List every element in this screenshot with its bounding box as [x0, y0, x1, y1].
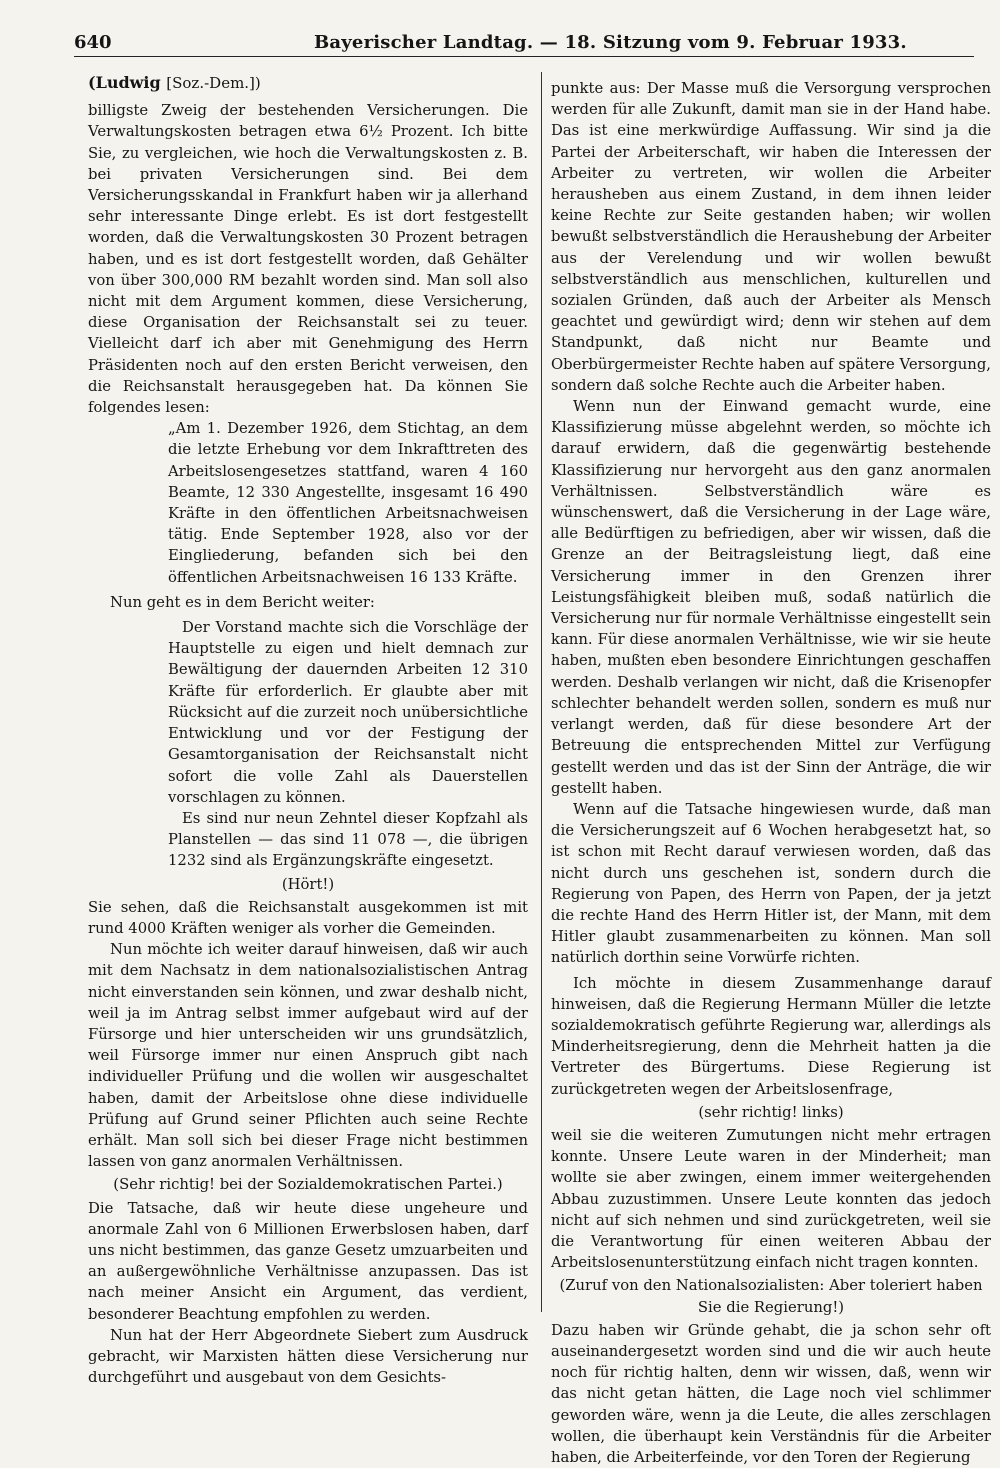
speaker-label [88, 72, 528, 94]
paragraph: Dazu haben wir Gründe gehabt, die ja schon sehr oft auseinandergesetzt worden sind und die wir auch heute noch für richtig halten, denn wir wissen, daß, wenn wir das nicht getan hätten, die Lage noch viel schlimmer geworden wäre, wenn ja die Leute, die alles zerschlagen wollen, die überhaupt kein Verständnis für die Arbeiter haben, die Arbeiterfeinde, vor den Toren der Regierung [551, 1321, 991, 1466]
quotation: Es sind nur neun Zehntel dieser Kopfzahl als Planstellen — das sind 11 078 —, die übrigen 1232 sind als Ergänzungskräfte eingesetzt. [168, 809, 528, 870]
paragraph: Nun geht es in dem Bericht weiter: [110, 593, 375, 611]
paragraph: punkte aus: Der Masse muß die Versorgung versprochen werden für alle Zukunft, damit man sie in der Hand habe. Das ist eine merkwürdige Auffassung. Wir sind ja die Partei der Arbeiterschaft, wir haben die Interessen der Arbeiter zu vertreten, wir wollen die Arbeiter herausheben aus einem Zustand, in dem ihnen leider keine Rechte zur Seite gestanden haben; wir wollen bewußt selbstverständlich die Heraushebung der Arbeiter aus der Verelendung und wir wollen bewußt selbstverständlich aus menschlichen, kulturellen und sozialen Gründen, daß auch der Arbeiter als Mensch geachtet und gewürdigt wird; denn wir stehen auf dem Standpunkt, daß nicht nur Beamte und Oberbürgermeister Rechte haben auf spätere Versorgung, sondern daß solche Rechte auch die Arbeiter haben. [551, 80, 991, 394]
right-column [551, 78, 991, 1468]
interjection: (Hört!) [281, 875, 335, 893]
interjection: (Sehr richtig! bei der Sozialdemokratischen Partei.) [113, 1176, 503, 1194]
interjection: (sehr richtig! links) [698, 1103, 844, 1121]
left-column [88, 72, 528, 1388]
paragraph: Wenn auf die Tatsache hingewiesen wurde, daß man die Versicherungszeit auf 6 Wochen herabgesetzt hat, so ist schon mit Recht darauf verwiesen worden, daß das nicht durch uns geschehen ist, sondern durch die Regierung von Papen, des Herrn von Papen, der ja jetzt die rechte Hand des Herrn Hitler ist, der Mann, mit dem Hitler glaubt zusammenarbeiten zu können. Man soll natürlich dorthin seine Vorwürfe richten. [551, 800, 991, 967]
running-title: Bayerischer Landtag. — 18. Sitzung vom 9. Februar 1933. [314, 32, 907, 53]
interjection: (Zuruf von den Nationalsozialisten: Aber toleriert haben Sie die Regierung!) [559, 1277, 983, 1316]
speaker-name: (Ludwig [88, 73, 161, 92]
page-header [74, 30, 974, 57]
speaker-party: [Soz.-Dem.]) [166, 74, 261, 92]
paragraph: Die Tatsache, daß wir heute diese ungeheure und anormale Zahl von 6 Millionen Erwerbslosen haben, darf uns nicht bestimmen, das ganze Gesetz umzuarbeiten und an außergewöhnliche Verhältnisse anzupassen. Das ist nach meiner Ansicht ein Argument, das verdient, besonderer Beachtung empfohlen zu werden. [88, 1199, 528, 1323]
paragraph: Wenn nun der Einwand gemacht wurde, eine Klassifizierung müsse abgelehnt werden, so möchte ich darauf erwidern, daß die gegenwärtig bestehende Klassifizierung nur hervorgeht aus den ganz anormalen Verhältnissen. Selbstverständlich wäre es wünschenswert, daß die Versicherung in der Lage wäre, alle Bedürftigen zu befriedigen, aber wir wissen, daß die Grenze an der Beitragsleistung liegt, daß eine Versicherung immer in den Grenzen ihrer Leistungsfähigkeit bleiben muß, sodaß natürlich die Versicherung nur für normale Verhältnisse eingestellt sein kann. Für diese anormalen Verhältnisse, wie wir sie heute haben, mußten eben besondere Einrichtungen geschaffen werden. Deshalb verlangen wir nicht, daß die Krisenopfer schlechter behandelt werden sollen, sondern es muß nur verlangt werden, daß für diese besondere Art der Betreuung die entsprechenden Mittel zur Verfügung gestellt werden und das ist der Sinn der Anträge, die wir gestellt haben. [551, 398, 991, 797]
page-number: 640 [74, 32, 112, 53]
paragraph: Nun hat der Herr Abgeordnete Siebert zum Ausdruck gebracht, wir Marxisten hätten diese Versicherung nur durchgeführt und ausgebaut von dem Gesichts- [88, 1326, 528, 1387]
column-divider [541, 72, 542, 1312]
quotation: Der Vorstand machte sich die Vorschläge der Hauptstelle zu eigen und hielt demnach zur Bewältigung der dauernden Arbeiten 12 310 Kräfte für erforderlich. Er glaubte aber mit Rücksicht auf die zurzeit noch unübersichtliche Entwicklung und vor der Festigung der Gesamtorganisation der Reichsanstalt nicht sofort die volle Zahl als Dauerstellen vorschlagen zu können. [168, 619, 528, 806]
paragraph: billigste Zweig der bestehenden Versicherungen. Die Verwaltungskosten betragen etwa 6½ Prozent. Ich bitte Sie, zu vergleichen, wie hoch die Verwaltungskosten z. B. bei privaten Versicherungen sind. Bei dem Versicherungsskandal in Frankfurt haben wir ja allerhand sehr interessante Dinge erlebt. Es ist dort festgestellt worden, daß die Verwaltungskosten 30 Prozent betragen haben, und es ist dort festgestellt worden, daß Gehälter von über 300,000 RM bezahlt worden sind. Man soll also nicht mit dem Argument kommen, diese Versicherung, diese Organisation der Reichsanstalt sei zu teuer. Vielleicht darf ich aber mit Genehmigung des Herrn Präsidenten noch auf den ersten Bericht verweisen, den die Reichsanstalt herausgegeben hat. Da können Sie folgendes lesen: [88, 102, 528, 417]
paragraph: Nun möchte ich weiter darauf hinweisen, daß wir auch mit dem Nachsatz in dem nationalsozialistischen Antrag nicht einverstanden sein können, und zwar deshalb nicht, weil ja im Antrag selbst immer aufgebaut wird auf der Fürsorge und hier unterscheiden wir uns grundsätzlich, weil Fürsorge immer nur einen Anspruch gibt nach individueller Prüfung und die wollen wir ausgeschaltet haben, damit der Arbeitslose ohne diese individuelle Prüfung auf Grund seiner Pflichten auch seine Rechte erhält. Man soll sich bei dieser Frage nicht bestimmen lassen von ganz anormalen Verhältnissen. [88, 941, 528, 1171]
quotation: „Am 1. Dezember 1926, dem Stichtag, an dem die letzte Erhebung vor dem Inkrafttreten des Arbeitslosengesetzes stattfand, waren 4 160 Beamte, 12 330 Angestellte, insgesamt 16 490 Kräfte in den öffentlichen Arbeitsnachweisen tätig. Ende September 1928, also vor der Eingliederung, befanden sich bei den öffentlichen Arbeitsnachweisen 16 133 Kräfte. [168, 420, 528, 586]
paragraph: Ich möchte in diesem Zusammenhange darauf hinweisen, daß die Regierung Hermann Müller die letzte sozialdemokratisch geführte Regierung war, allerdings als Minderheitsregierung, denn die Mehrheit hatten ja die Vertreter des Bürgertums. Diese Regierung ist zurückgetreten wegen der Arbeitslosenfrage, [551, 974, 991, 1098]
paragraph: weil sie die weiteren Zumutungen nicht mehr ertragen konnte. Unsere Leute waren in der Minderheit; man wollte sie aber zwingen, einem immer weitergehenden Abbau zuzustimmen. Unsere Leute konnten das jedoch nicht auf sich nehmen und sind zurückgetreten, weil sie die Verantwortung für einen weiteren Abbau der Arbeitslosenunterstützung einfach nicht tragen konnten. [551, 1126, 991, 1272]
paragraph: Sie sehen, daß die Reichsanstalt ausgekommen ist mit rund 4000 Kräften weniger als vorher die Gemeinden. [88, 898, 528, 937]
